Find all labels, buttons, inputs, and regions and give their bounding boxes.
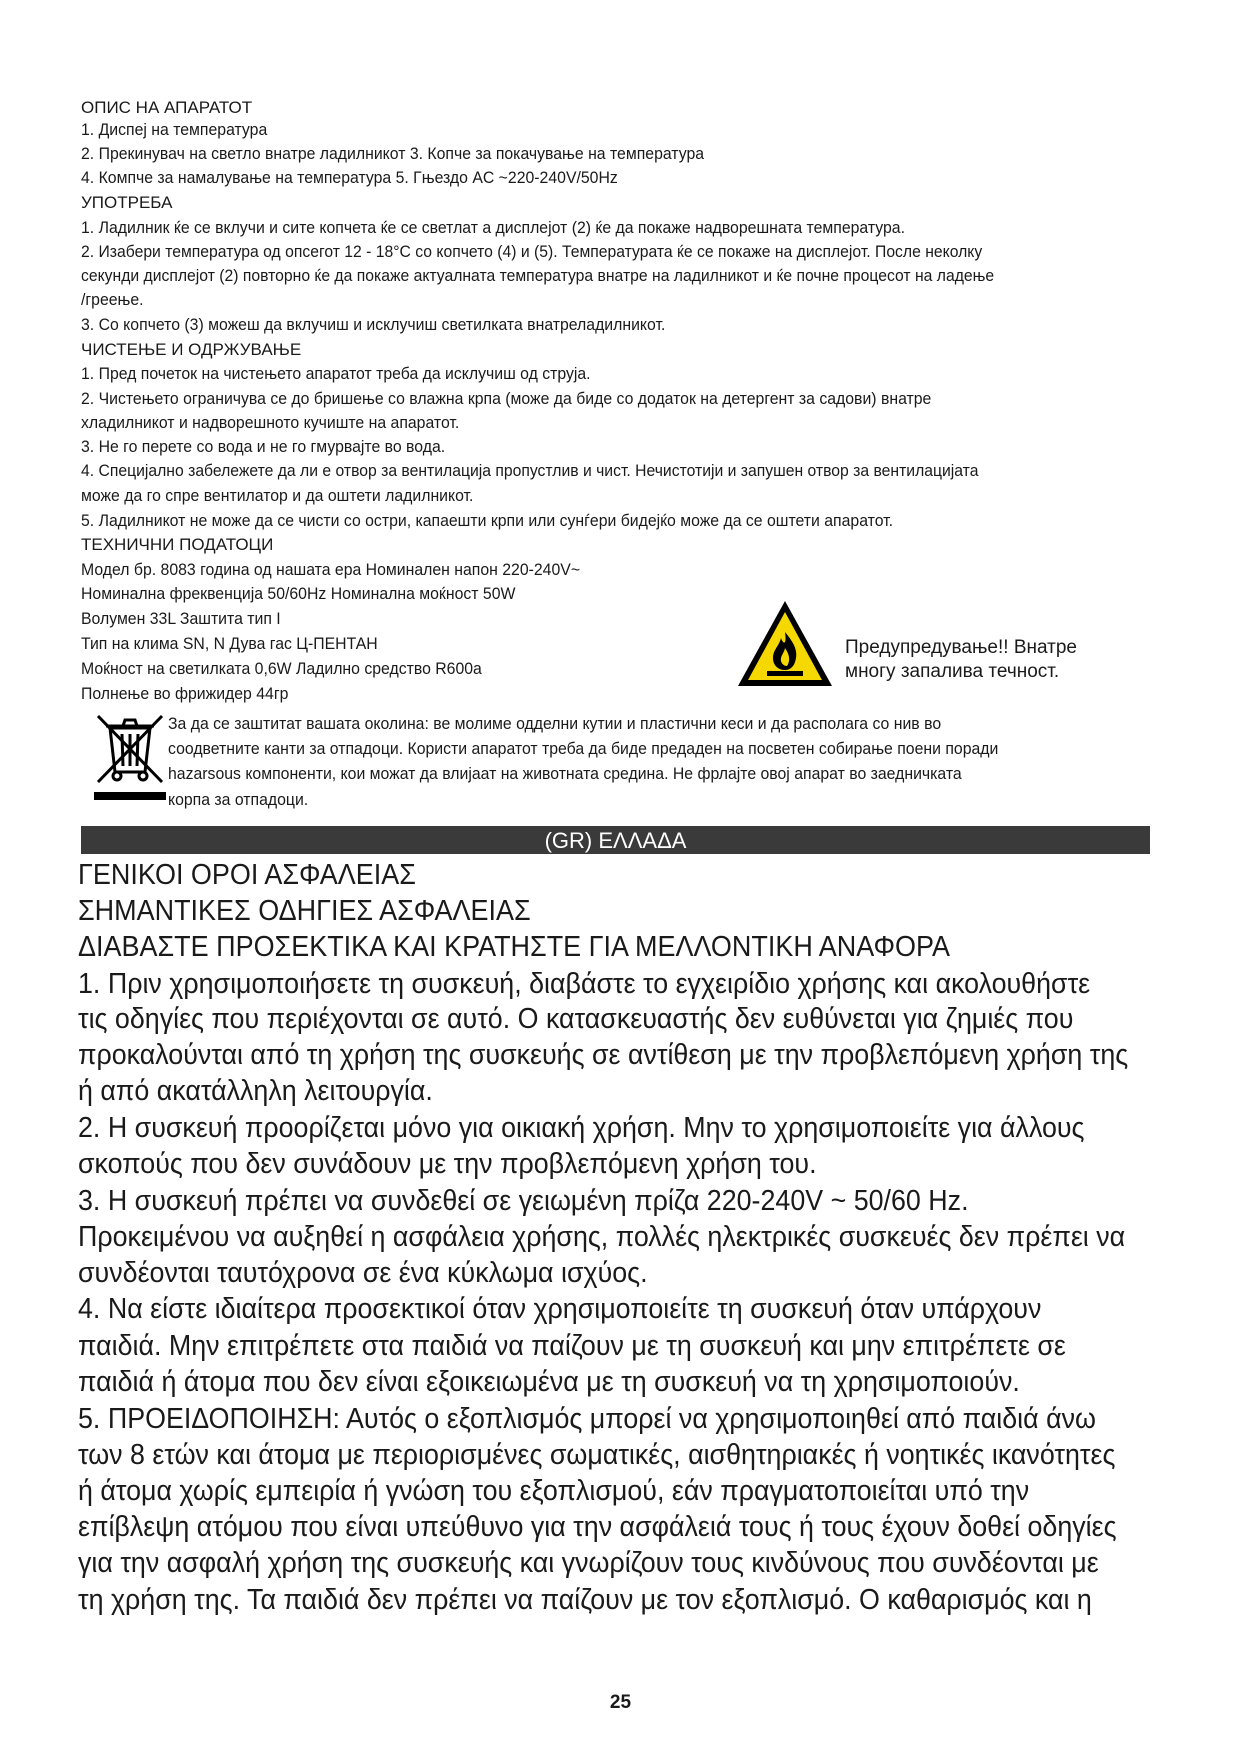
greek-body-line: για την ασφαλή χρήση της συσκευής και γνωρίζουν τους κινδύνους που συνδέονται με — [78, 1547, 1099, 1579]
environment-line-3: hazarsous компоненти, кои можат да влијаат на животната средина. Не фрлајте овој апарат во заедничката — [168, 764, 962, 783]
tech-data-line-6: Полнење во фрижидер 44гр — [81, 684, 289, 703]
greek-body-line: επίβλεψη ατόμου που είναι υπεύθυνο για την ασφάλειά τους ή τους έχουν δοθεί οδηγίες — [78, 1511, 1117, 1543]
greek-body-line: σκοπούς που δεν συνάδουν με την προβλεπόμενη χρήση του. — [78, 1148, 817, 1180]
cleaning-title: ЧИСТЕЊЕ И ОДРЖУВАЊЕ — [81, 340, 302, 359]
greek-body-line: 1. Πριν χρησιμοποιήσετε τη συσκευή, διαβάστε το εγχειρίδιο χρήσης και ακολουθήστε — [78, 968, 1091, 1000]
greek-body-line: ή άτομα χωρίς εμπειρία ή γνώση του εξοπλισμού, εάν πραγματοποιείται υπό την — [78, 1475, 1030, 1507]
greek-body-line: παιδιά ή άτομα που δεν είναι εξοικειωμένα με τη συσκευή να τη χρησιμοποιούν. — [78, 1366, 1020, 1398]
description-item-2-3: 2. Прекинувач на светло внатре ладилникот 3. Копче за покачување на температура — [81, 144, 705, 163]
flammable-warning — [735, 598, 1135, 693]
greek-body-line: Προκειμένου να αυξηθεί η ασφάλεια χρήσης, πολλές ηλεκτρικές συσκευές δεν πρέπει να — [78, 1221, 1126, 1253]
greek-body-line: παιδιά. Μην επιτρέπετε στα παιδιά να παίζουν με τη συσκευή και μην επιτρέπετε σε — [78, 1330, 1066, 1362]
warning-line-2: многу запалива течност. — [845, 661, 1060, 682]
cleaning-item-4-cont: може да го спре вентилатор и да оштети ладилникот. — [81, 486, 474, 505]
section-bar — [81, 826, 1150, 854]
usage-item-3: 3. Со копчето (3) можеш да вклучиш и исклучиш светилката внатреладилникот. — [81, 315, 666, 334]
cleaning-item-2-cont: хладилникот и надворешното кучиште на апаратот. — [81, 413, 460, 432]
page-number: 25 — [609, 1692, 632, 1713]
usage-title: УПОТРЕБА — [81, 193, 173, 212]
cleaning-item-4: 4. Специјално забележете да ли е отвор за вентилација пропустлив и чист. Нечистотији и запушен отвор за вентилацијата — [81, 461, 979, 480]
cleaning-item-5: 5. Ладилникот не може да се чисти со остри, капаешти крпи или сунѓери бидејќо може да се оштети апаратот. — [81, 511, 894, 530]
usage-item-2-end: /греење. — [81, 290, 144, 309]
environment-line-4: корпа за отпадоци. — [168, 790, 309, 809]
description-title: ОПИС НА АПАРАТОТ — [81, 98, 253, 117]
tech-data-line-3: Волумен 33L Заштита тип I — [81, 609, 281, 628]
greek-body-line: ή από ακατάλληλη λειτουργία. — [78, 1075, 433, 1107]
flammable-warning-icon — [735, 598, 835, 690]
tech-data-line-4: Тип на клима SN, N Дува гас Ц-ПЕНТАН — [81, 634, 378, 653]
tech-data-title: ТЕХНИЧНИ ПОДАТОЦИ — [81, 535, 274, 554]
heading-general-safety: ΓΕΝΙΚΟΙ ΟΡΟΙ ΑΣΦΑΛΕΙΑΣ — [78, 859, 416, 891]
heading-important-safety: ΣΗΜΑΝΤΙΚΕΣ ΟΔΗΓΙΕΣ ΑΣΦΑΛΕΙΑΣ — [78, 895, 531, 927]
heading-read-carefully: ΔΙΑΒΑΣΤΕ ΠΡΟΣΕΚΤΙΚΑ ΚΑΙ ΚΡΑΤΗΣΤΕ ΓΙΑ ΜΕΛΛΟΝΤΙΚΗ ΑΝΑΦΟΡΑ — [78, 931, 950, 963]
description-item-1: 1. Диспеј на температура — [81, 120, 268, 139]
greek-body-line: των 8 ετών και άτομα με περιορισμένες σωματικές, αισθητηριακές ή νοητικές ικανότητες — [78, 1439, 1116, 1471]
greek-body-line: 2. Η συσκευή προορίζεται μόνο για οικιακή χρήση. Μην το χρησιμοποιείτε για άλλους — [78, 1112, 1085, 1144]
greek-body-line: τις οδηγίες που περιέχονται σε αυτό. Ο κατασκευαστής δεν ευθύνεται για ζημιές που — [78, 1003, 1074, 1035]
description-item-4-5: 4. Компче за намалување на температура 5. Гњездо AC ~220-240V/50Hz — [81, 168, 618, 187]
greek-body-line: 5. ΠΡΟΕΙΔΟΠΟΙΗΣΗ: Αυτός ο εξοπλισμός μπορεί να χρησιμοποιηθεί από παιδιά άνω — [78, 1403, 1096, 1435]
greek-body-line: τη χρήση της. Τα παιδιά δεν πρέπει να παίζουν με τον εξοπλισμό. Ο καθαρισμός και η — [78, 1584, 1092, 1616]
tech-data-line-5: Моќност на светилката 0,6W Ладилно средство R600a — [81, 659, 482, 678]
greek-body-line: 3. Η συσκευή πρέπει να συνδεθεί σε γειωμένη πρίζα 220-240V ~ 50/60 Hz. — [78, 1185, 969, 1217]
greek-body-line: συνδέονται ταυτόχρονα σε ένα κύκλωμα ισχύος. — [78, 1257, 648, 1289]
environment-line-1: За да се заштитат вашата околина: ве молиме одделни кутии и пластични кеси и да располага со нив во — [168, 714, 942, 733]
cleaning-item-2: 2. Чистењето ограничува се до бришење со влажна крпа (може да биде со додаток на детергент за садови) внатре — [81, 389, 932, 408]
warning-line-1: Предупредување!! Внатре — [845, 637, 1077, 658]
crossed-out-bin-icon — [90, 710, 170, 802]
environment-line-2: соодветните канти за отпадоци. Користи апаратот треба да биде предаден на посветен собирање поени поради — [168, 739, 999, 758]
cleaning-item-1: 1. Пред почеток на чистењето апаратот треба да исклучиш од струја. — [81, 364, 591, 383]
greek-body-line: προκαλούνται από τη χρήση της συσκευής σε αντίθεση με την προβλεπόμενη χρήση της — [78, 1039, 1129, 1071]
usage-item-1: 1. Ладилник ќе се вклучи и сите копчета ќе се светлат а дисплејот (2) ќе да покаже надворешната температура. — [81, 218, 905, 237]
cleaning-item-3: 3. Не го перете со вода и не го гмурвајте во вода. — [81, 437, 446, 456]
tech-data-line-2: Номинална фреквенција 50/60Hz Номинална моќност 50W — [81, 584, 516, 603]
usage-item-2-cont: секунди дисплејот (2) повторно ќе да покаже актуалната температура внатре на ладилникот и ќе почне процесот на ладење — [81, 266, 995, 285]
greek-body-line: 4. Να είστε ιδιαίτερα προσεκτικοί όταν χρησιμοποιείτε τη συσκευή όταν υπάρχουν — [78, 1293, 1042, 1325]
section-bar-label: (GR) ΕΛΛΑΔΑ — [544, 828, 687, 853]
tech-data-line-1: Модел бр. 8083 година од нашата ера Номинален напон 220-240V~ — [81, 560, 581, 579]
usage-item-2: 2. Изабери температура од опсегот 12 - 18°C со копчето (4) и (5). Температурата ќе се покаже на дисплејот. После неколку — [81, 242, 983, 261]
